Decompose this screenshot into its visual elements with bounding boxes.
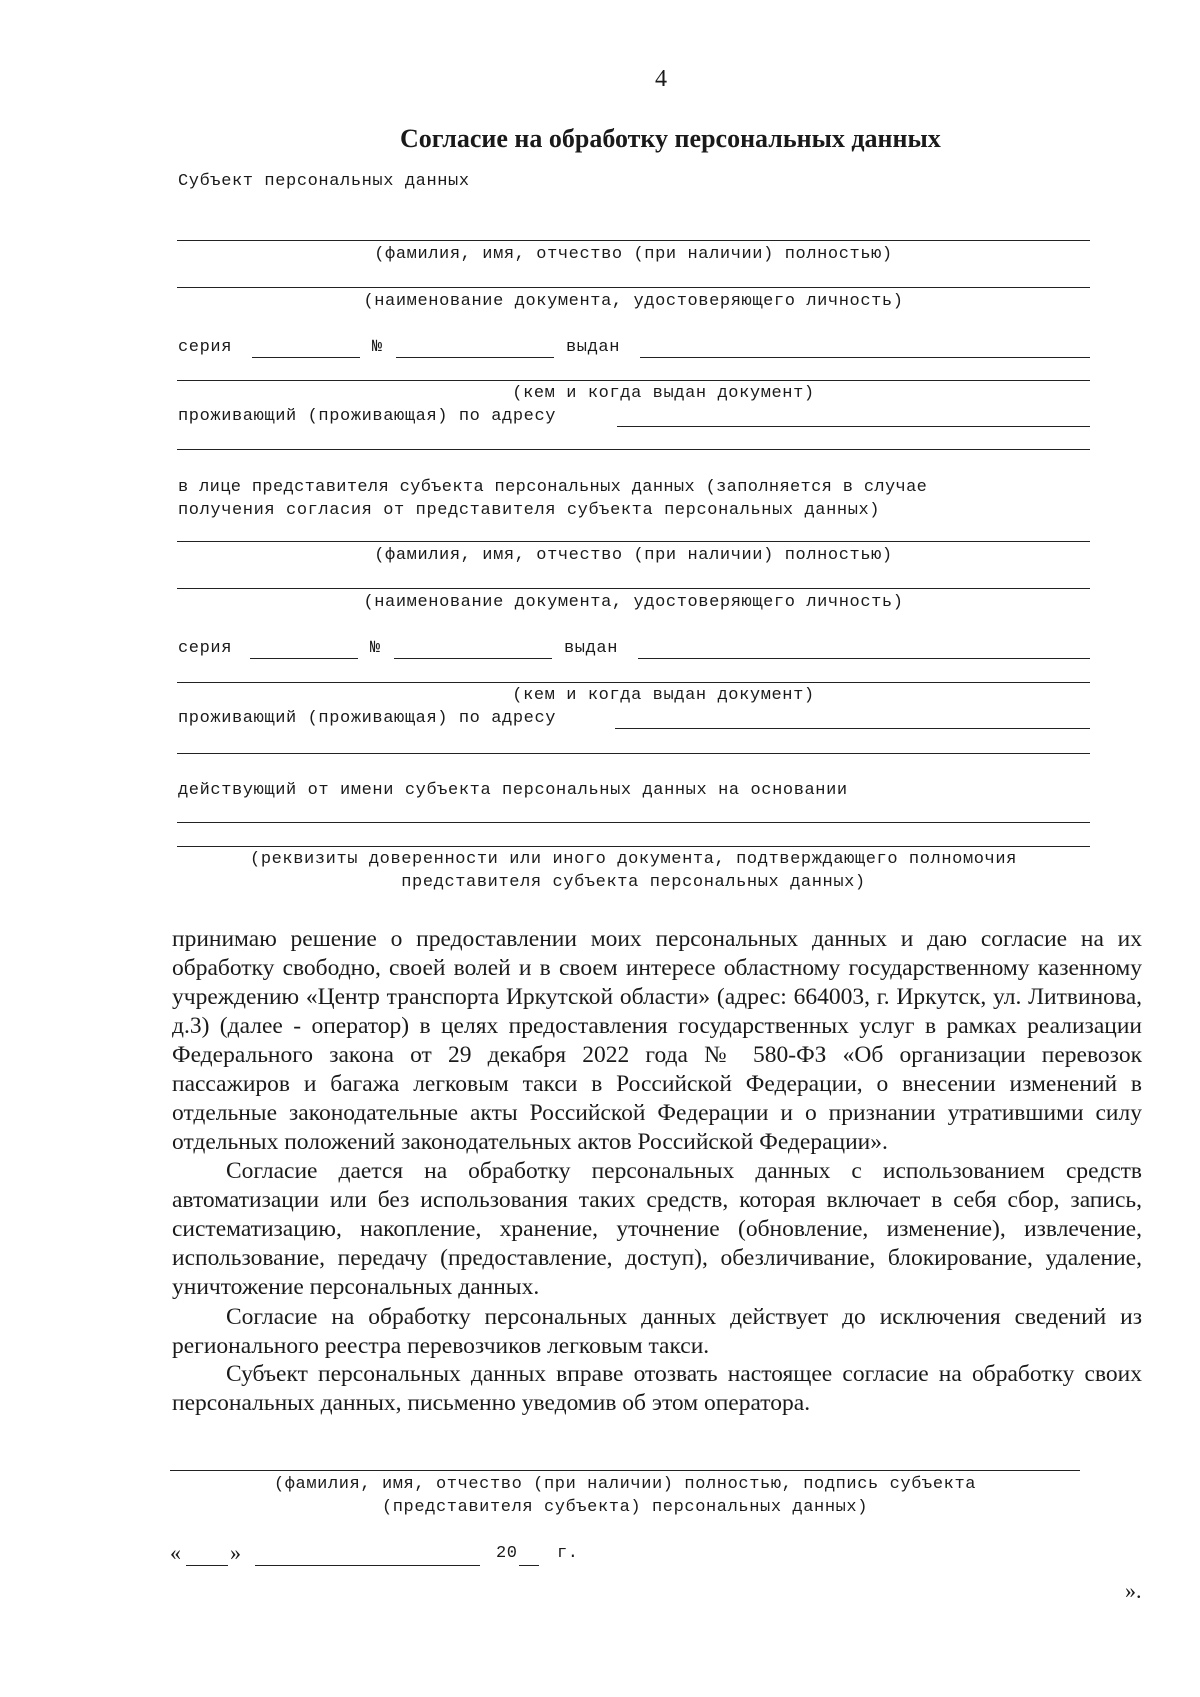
closing-quote: ». xyxy=(1125,1578,1142,1603)
representative-intro-line1: в лице представителя субъекта персональных данных (заполняется в случае xyxy=(178,478,928,497)
date-year-prefix: 20 xyxy=(496,1544,518,1563)
consent-paragraph-2: Согласие дается на обработку персональных данных с использованием средств автоматизации или без использования таких средств, которая включает в себя сбор, запись, систематизацию, накопление, хранение, уточнение (обновление, изменение), извлечение, использование, передачу (предоставление, доступ), обезличивание, блокирование, удаление, уничтожение персональных данных. xyxy=(172,1158,1142,1300)
subject-fio-line[interactable] xyxy=(177,240,1090,241)
document-title: Согласие на обработку персональных данных xyxy=(400,124,941,153)
date-open-quote: « xyxy=(170,1540,181,1565)
rep-issued-line2[interactable] xyxy=(177,682,1090,683)
date-year-suffix: г. xyxy=(557,1544,579,1563)
subject-label: Субъект персональных данных xyxy=(178,172,470,191)
rep-number-label: № xyxy=(370,639,381,658)
subject-issued-caption: (кем и когда выдан документ) xyxy=(512,384,815,403)
subject-number-field[interactable] xyxy=(396,357,554,358)
subject-doc-line[interactable] xyxy=(177,287,1090,288)
subject-fio-caption: (фамилия, имя, отчество (при наличии) полностью) xyxy=(374,245,893,264)
date-month-field[interactable] xyxy=(255,1565,480,1566)
subject-address-line2[interactable] xyxy=(177,449,1090,450)
date-close-quote: » xyxy=(230,1540,241,1565)
rep-acting-label: действующий от имени субъекта персональных данных на основании xyxy=(178,781,848,800)
signature-caption-line2: (представителя субъекта) персональных данных) xyxy=(381,1498,869,1517)
rep-address-line2[interactable] xyxy=(177,753,1090,754)
rep-doc-line[interactable] xyxy=(177,588,1090,589)
date-year-field[interactable] xyxy=(519,1565,539,1566)
subject-number-label: № xyxy=(372,338,383,357)
subject-issued-field[interactable] xyxy=(640,357,1090,358)
rep-basis-caption-line1: (реквизиты доверенности или иного документа, подтверждающего полномочия xyxy=(250,850,1017,869)
page-number: 4 xyxy=(655,66,667,92)
rep-fio-line[interactable] xyxy=(177,541,1090,542)
rep-issued-label: выдан xyxy=(564,639,619,658)
consent-paragraph-1: принимаю решение о предоставлении моих персональных данных и даю согласие на их обработку свободно, своей волей и в своем интересе областному государственному казенному учреждению «Центр транспорта Иркутской области» (адрес: 664003, г. Иркутск, ул. Литвинова, д.3) (далее - оператор) в целях предоставления государственных услуг в рамках реализации Федерального закона от 29 декабря 2022 года № 580-ФЗ «Об организации перевозок пассажиров и багажа легковым такси в Российской Федерации, о внесении изменений в отдельные законодательные акты Российской Федерации и о признании утратившими силу отдельных положений законодательных актов Российской Федерации». xyxy=(172,926,1142,1155)
rep-basis-line2[interactable] xyxy=(177,846,1090,847)
consent-paragraph-4: Субъект персональных данных вправе отозвать настоящее согласие на обработку своих персональных данных, письменно уведомив об этом оператора. xyxy=(172,1361,1142,1416)
subject-address-field[interactable] xyxy=(617,426,1090,427)
rep-address-label: проживающий (проживающая) по адресу xyxy=(178,709,557,728)
subject-address-label: проживающий (проживающая) по адресу xyxy=(178,407,557,426)
signature-caption-line1: (фамилия, имя, отчество (при наличии) полностью, подпись субъекта xyxy=(273,1475,977,1494)
rep-series-field[interactable] xyxy=(250,658,358,659)
representative-intro-line2: получения согласия от представителя субъекта персональных данных) xyxy=(178,501,881,520)
signature-line[interactable] xyxy=(170,1470,1080,1471)
subject-series-field[interactable] xyxy=(252,357,360,358)
rep-series-label: серия xyxy=(178,639,233,658)
date-day-field[interactable] xyxy=(186,1565,228,1566)
subject-series-label: серия xyxy=(178,338,233,357)
rep-basis-caption-line2: представителя субъекта персональных данных) xyxy=(401,873,866,892)
consent-paragraph-3: Согласие на обработку персональных данных действует до исключения сведений из регионального реестра перевозчиков легковым такси. xyxy=(172,1304,1142,1359)
subject-doc-caption: (наименование документа, удостоверяющего личность) xyxy=(363,292,904,311)
subject-issued-line2[interactable] xyxy=(177,380,1090,381)
rep-address-field[interactable] xyxy=(615,728,1090,729)
rep-issued-caption: (кем и когда выдан документ) xyxy=(512,686,815,705)
rep-doc-caption: (наименование документа, удостоверяющего личность) xyxy=(363,593,904,612)
subject-issued-label: выдан xyxy=(566,338,621,357)
rep-number-field[interactable] xyxy=(394,658,552,659)
rep-fio-caption: (фамилия, имя, отчество (при наличии) полностью) xyxy=(374,546,893,565)
rep-issued-field[interactable] xyxy=(638,658,1090,659)
rep-basis-line1[interactable] xyxy=(177,822,1090,823)
